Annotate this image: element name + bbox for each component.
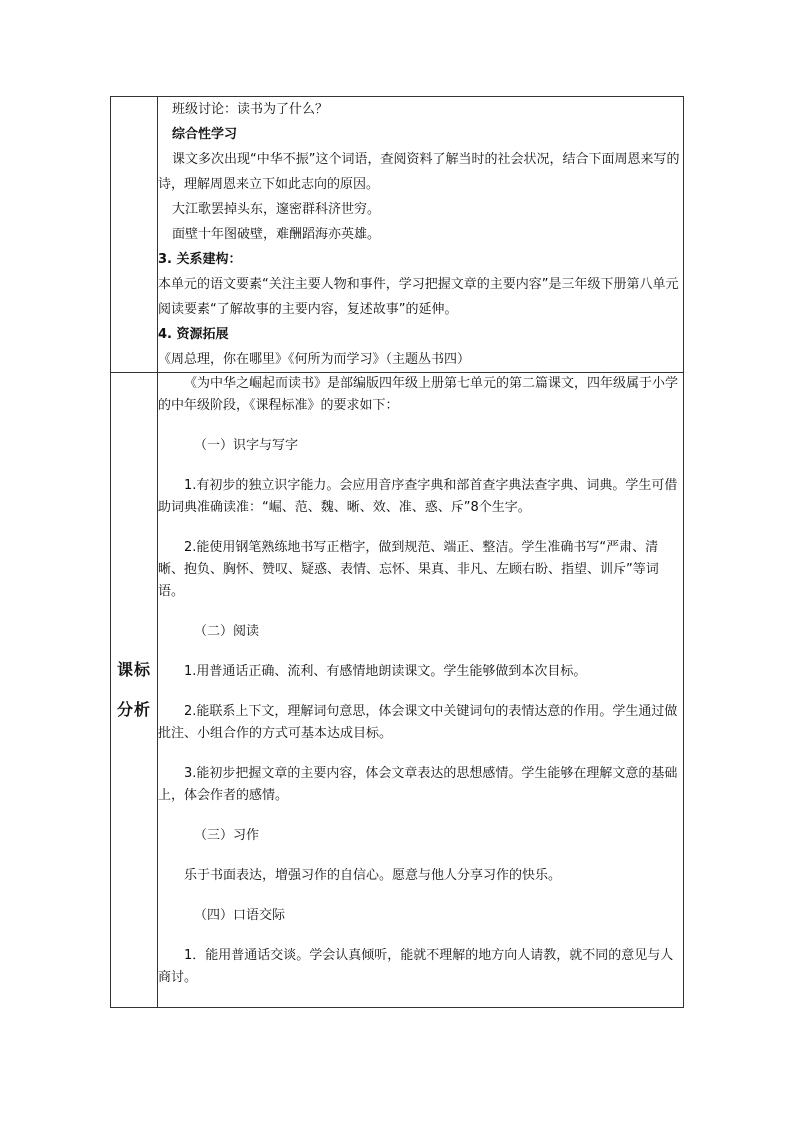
- composition-text: 乐于书面表达，增强习作的自信心。愿意与他人分享习作的快乐。: [184, 868, 562, 883]
- section-heading-integrated-learning: 综合性学习: [172, 127, 238, 142]
- relation-building-text: 本单元的语文要素“关注主要人物和事件，学习把握文章的主要内容”是三年级下册第八单元阅读要素“了解故事的主要内容，复述故事”的延伸。: [158, 277, 679, 317]
- section-oral-communication: （四）口语交际: [194, 908, 286, 923]
- section-reading: （二）阅读: [194, 624, 260, 639]
- literacy-item-1: 1.有初步的独立识字能力。会应用音序查字典和部首查字典法查字典、词典。学生可借助词典准确读准：“崛、范、魏、晰、效、准、惑、斥”8个生字。: [158, 478, 678, 515]
- table-row-resources: [111, 97, 684, 373]
- curriculum-analysis-label-cell: [111, 373, 158, 1008]
- table-row-curriculum-analysis: [111, 373, 684, 1008]
- literacy-item-2: 2.能使用钢笔熟练地书写正楷字，做到规范、端正、整洁。学生准确书写“严肃、清晰、抱负、胸怀、赞叹、疑惑、表情、忘怀、果真、非凡、左顾右盼、指望、训斥”等词语。: [158, 540, 659, 599]
- poem-line-2: 面壁十年图破壁，难酬蹈海亦英雄。: [172, 227, 381, 242]
- row-label-top: 课标: [116, 660, 151, 679]
- lesson-plan-table: [110, 96, 684, 1008]
- reading-item-2: 2.能联系上下文，理解词句意思，体会课文中关键词句的表情达意的作用。学生通过做批注、小组合作的方式可基本达成目标。: [158, 704, 678, 741]
- resources-content-cell: [158, 97, 684, 373]
- empty-label-cell: [111, 97, 158, 373]
- oral-communication-item-1: 1．能用普通话交谈。学会认真倾听，能就不理解的地方向人请教，就不同的意见与人商讨。: [158, 948, 674, 985]
- section-heading-relation-building: 3. 关系建构：: [158, 252, 242, 267]
- intro-paragraph: 《为中华之崛起而读书》是部编版四年级上册第七单元的第二篇课文，四年级属于小学的中年级阶段，《课程标准》的要求如下：: [158, 376, 679, 413]
- reading-item-1: 1.用普通话正确、流利、有感情地朗读课文。学生能够做到本次目标。: [184, 664, 587, 679]
- row-label-bottom: 分析: [116, 700, 151, 719]
- reading-item-3: 3.能初步把握文章的主要内容，体会文章表达的思想感情。学生能够在理解文意的基础上，体会作者的感情。: [158, 766, 678, 803]
- curriculum-analysis-content-cell: [158, 373, 684, 1008]
- class-discussion-line: 班级讨论：读书为了什么？: [172, 102, 329, 117]
- integrated-learning-text: 课文多次出现“中华不振”这个词语，查阅资料了解当时的社会状况，结合下面周恩来写的诗，理解周恩来立下如此志向的原因。: [158, 152, 680, 192]
- section-literacy-writing: （一）识字与写字: [194, 438, 299, 453]
- poem-line-1: 大江歌罢掉头东，邃密群科济世穷。: [172, 202, 381, 217]
- section-composition: （三）习作: [194, 828, 260, 843]
- section-heading-resource-expansion: 4. 资源拓展: [158, 327, 229, 342]
- resource-expansion-text: 《周总理，你在哪里》《何所为而学习》（主题丛书四）: [158, 352, 471, 367]
